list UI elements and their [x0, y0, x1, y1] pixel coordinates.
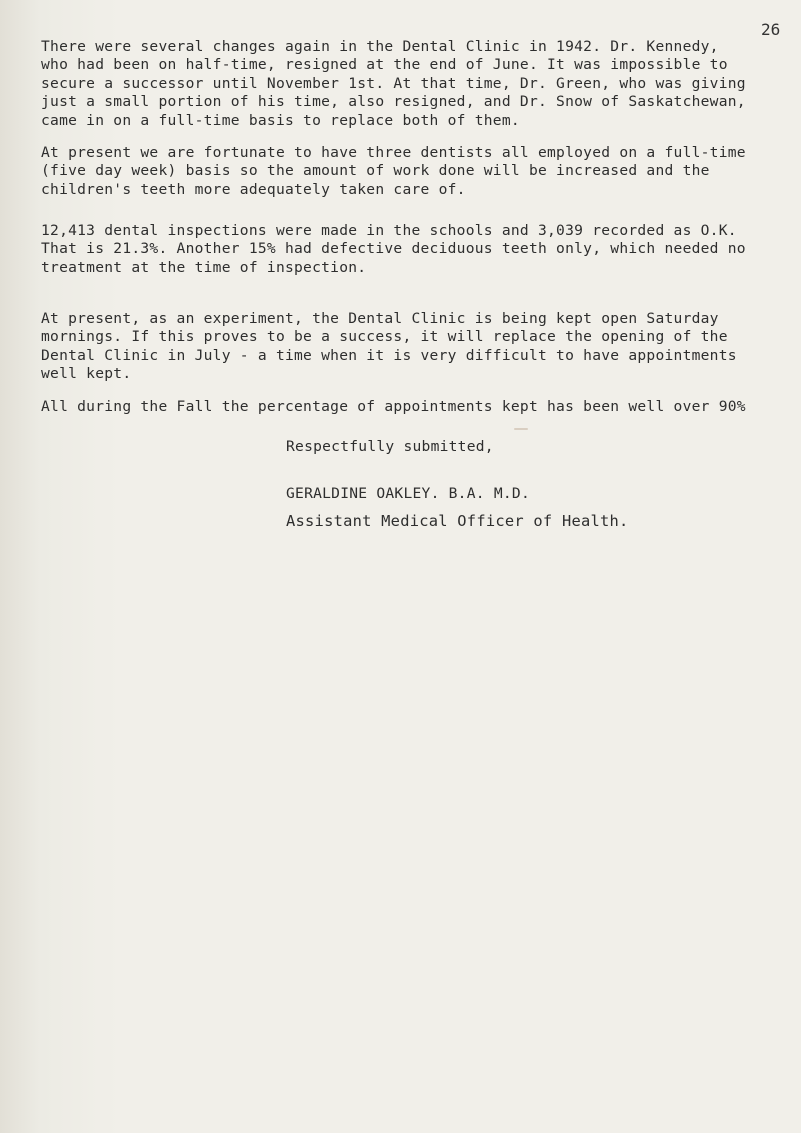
text-line: secure a successor until November 1st. At that time, Dr. Green, who was giving — [41, 74, 746, 92]
signer-name: GERALDINE OAKLEY. B.A. M.D. — [286, 485, 530, 502]
text-line: All during the Fall the percentage of appointments kept has been well over 90% — [41, 398, 746, 415]
paragraph-staff-changes — [41, 38, 781, 130]
signer-title: Assistant Medical Officer of Health. — [286, 512, 629, 530]
page-number: 26 — [761, 20, 781, 39]
text-line: treatment at the time of inspection. — [41, 258, 367, 276]
text-line: Dental Clinic in July - a time when it is very difficult to have appointments — [41, 346, 737, 364]
text-line: At present we are fortunate to have three dentists all employed on a full-time — [41, 144, 746, 161]
text-line: 12,413 dental inspections were made in the schools and 3,039 recorded as O.K. — [41, 222, 737, 239]
text-line: children's teeth more adequately taken care of. — [41, 180, 466, 198]
closing-line: Respectfully submitted, — [286, 438, 494, 455]
paragraph-inspections — [41, 222, 781, 277]
text-line: That is 21.3%. Another 15% had defective deciduous teeth only, which needed no — [41, 240, 746, 258]
text-line: just a small portion of his time, also resigned, and Dr. Snow of Saskatchewan, — [41, 93, 746, 111]
text-line: mornings. If this proves to be a success, it will replace the opening of the — [41, 328, 728, 346]
paragraph-appointments — [41, 398, 781, 416]
paragraph-saturday-experiment — [41, 310, 781, 384]
text-line: well kept. — [41, 365, 132, 383]
text-line: (five day week) basis so the amount of work done will be increased and the — [41, 162, 710, 180]
text-line: who had been on half-time, resigned at the end of June. It was impossible to — [41, 56, 728, 74]
text-line: came in on a full-time basis to replace both of them. — [41, 111, 520, 129]
text-line: There were several changes again in the Dental Clinic in 1942. Dr. Kennedy, — [41, 38, 719, 55]
text-line: At present, as an experiment, the Dental Clinic is being kept open Saturday — [41, 310, 719, 327]
ink-smudge — [514, 428, 528, 430]
paragraph-current-staff — [41, 144, 781, 199]
